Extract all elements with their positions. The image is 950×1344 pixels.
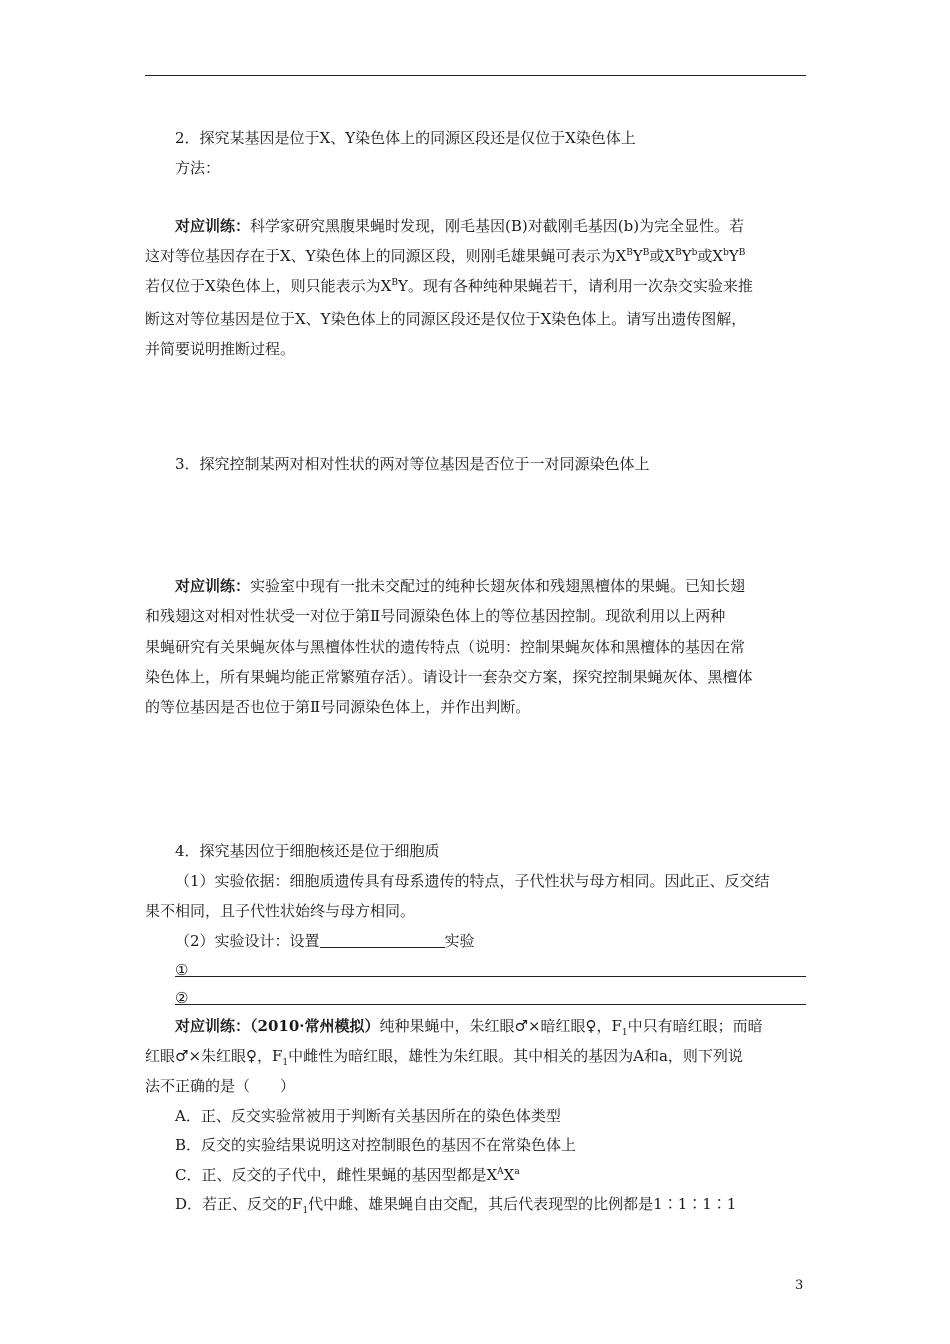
answer-marker-1: ① xyxy=(175,961,189,979)
answer-marker-2: ② xyxy=(175,989,189,1007)
section-4-question-line-1: 对应训练：（2010·常州模拟）纯种果蝇中，朱红眼♂×暗红眼♀，$F_1$中只有暗红眼；而暗 xyxy=(175,1017,763,1038)
answer-line-1[interactable] xyxy=(175,976,806,977)
section-2-title: 2．探究某基因是位于X、Y染色体上的同源区段还是仅位于X染色体上 xyxy=(175,129,636,147)
answer-line-2[interactable] xyxy=(175,1004,806,1005)
option-b: B．反交的实验结果说明这对控制眼色的基因不在常染色体上 xyxy=(175,1136,577,1154)
page-number: 3 xyxy=(795,1278,804,1293)
training-label: 对应训练： xyxy=(175,217,251,235)
option-a: A．正、反交实验常被用于判断有关基因所在的染色体类型 xyxy=(175,1107,561,1125)
section-4-design: （2）实验设计：设置 实验 xyxy=(175,932,475,950)
training-label: 对应训练： xyxy=(175,1017,251,1035)
section-3-title: 3．探究控制某两对相对性状的两对等位基因是否位于一对同源染色体上 xyxy=(175,455,650,473)
section-2-training-line-5: 并简要说明推断过程。 xyxy=(145,340,296,358)
section-3-training-line-2: 和残翅这对相对性状受一对位于第Ⅱ号同源染色体上的等位基因控制。现欲利用以上两种 xyxy=(145,607,726,625)
section-2-training-line-2: 这对等位基因存在于X、Y染色体上的同源区段，则刚毛雄果蝇可表示为$X^BY^B$或$X^BY^b$或$X^bY^B$ xyxy=(145,247,746,265)
option-c: C．正、反交的子代中，雌性果蝇的基因型都是$X^AX^a$ xyxy=(175,1166,520,1184)
section-3-training-line-1: 对应训练：实验室中现有一批未交配过的纯种长翅灰体和残翅黑檀体的果蝇。已知长翅 xyxy=(175,577,746,595)
section-3-training-line-4: 染色体上，所有果蝇均能正常繁殖存活）。请设计一套杂交方案，探究控制果蝇灰体、黑檀体 xyxy=(145,668,753,686)
section-4-basis-line-2: 果不相同，且子代性状始终与母方相同。 xyxy=(145,902,416,920)
section-4-basis-line-1: （1）实验依据：细胞质遗传具有母系遗传的特点，子代性状与母方相同。因此正、反交结 xyxy=(175,872,770,890)
section-3-training-line-5: 的等位基因是否也位于第Ⅱ号同源染色体上，并作出判断。 xyxy=(145,698,531,716)
option-d: D．若正、反交的$F_1$代中雌、雄果蝇自由交配，其后代表现型的比例都是1∶1∶1∶1 xyxy=(175,1195,737,1216)
section-2-training-line-4: 断这对等位基因是位于X、Y染色体上的同源区段还是仅位于X染色体上。请写出遗传图解， xyxy=(145,310,747,328)
section-2-training-line-3: 若仅位于X染色体上，则只能表示为$X^BY$。现有各种纯种果蝇若干，请利用一次杂交实验来推 xyxy=(145,277,753,295)
question-source: （2010·常州模拟） xyxy=(250,1017,380,1035)
header-rule xyxy=(145,75,806,76)
training-label: 对应训练： xyxy=(175,577,251,595)
section-3-training-line-3: 果蝇研究有关果蝇灰体与黑檀体性状的遗传特点（说明：控制果蝇灰体和黑檀体的基因在常 xyxy=(145,638,746,656)
fill-in-blank[interactable] xyxy=(320,933,445,948)
section-2-training-line-1: 对应训练：科学家研究黑腹果蝇时发现，刚毛基因(B)对截刚毛基因(b)为完全显性。若 xyxy=(175,217,745,235)
section-4-question-line-2: 红眼♂×朱红眼♀，$F_1$中雌性为暗红眼，雄性为朱红眼。其中相关的基因为A和a，则下列说 xyxy=(145,1047,743,1068)
section-4-question-line-3: 法不正确的是（ ） xyxy=(145,1077,296,1095)
section-2-method: 方法： xyxy=(175,159,221,177)
section-4-title: 4．探究基因位于细胞核还是位于细胞质 xyxy=(175,842,440,860)
